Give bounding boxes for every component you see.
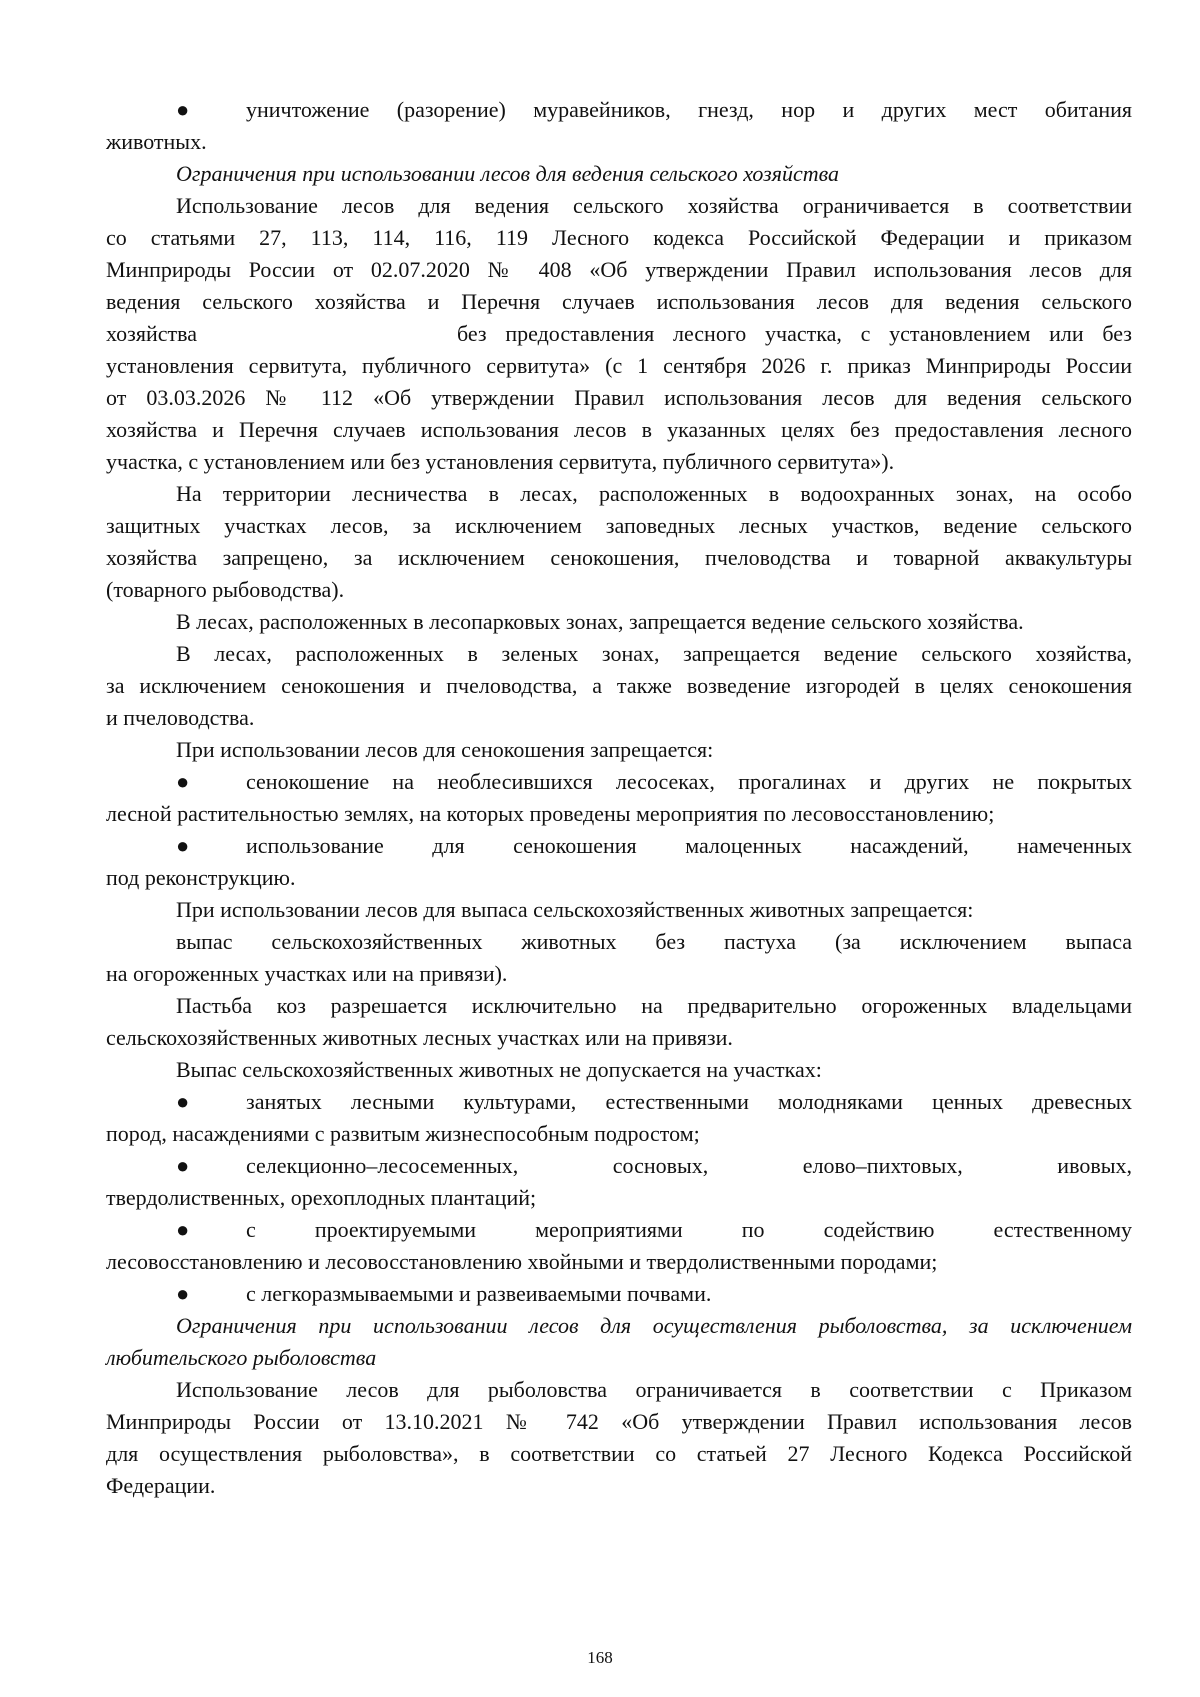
bullet-icon: ● bbox=[176, 1281, 190, 1306]
line-text: уничтожение (разорение) муравейников, гнезд, нор и других мест обитания bbox=[246, 97, 1132, 122]
line-text: животных. bbox=[106, 129, 207, 154]
paragraph-line: под реконструкцию. bbox=[106, 865, 296, 890]
line-text: сенокошение на необлесившихся лесосеках, прогалинах и других не покрытых bbox=[246, 769, 1132, 794]
paragraph-line: ведения сельского хозяйства и Перечня случаев использования лесов для ведения сельского bbox=[106, 289, 1132, 314]
paragraph-line: Использование лесов для ведения сельского хозяйства ограничивается в соответствии bbox=[176, 193, 1132, 218]
bullet-item bbox=[106, 1086, 1132, 1118]
paragraph-line: от 03.03.2026 № 112 «Об утверждении Правил использования лесов для ведения сельского bbox=[106, 385, 1132, 410]
page-body bbox=[106, 94, 1132, 1502]
bullet-item bbox=[106, 830, 1132, 862]
paragraph-line: за исключением сенокошения и пчеловодства, а также возведение изгородей в целях сенокошения bbox=[106, 673, 1132, 698]
paragraph-line: лесовосстановлению и лесовосстановлению хвойными и твердолиственными породами; bbox=[106, 1249, 938, 1274]
bullet-item-destruction bbox=[106, 94, 1132, 126]
paragraph-line: со статьями 27, 113, 114, 116, 119 Лесного кодекса Российской Федерации и приказом bbox=[106, 225, 1132, 250]
paragraph-line: пород, насаждениями с развитым жизнеспособным подростом; bbox=[106, 1121, 700, 1146]
line-text: без предоставления лесного участка, с установлением или без bbox=[457, 321, 1132, 346]
paragraph-line: установления сервитута, публичного сервитута» (с 1 сентября 2026 г. приказ Минприроды России bbox=[106, 353, 1132, 378]
paragraph-line: Выпас сельскохозяйственных животных не допускается на участках: bbox=[176, 1057, 822, 1082]
bullet-item bbox=[106, 1150, 1132, 1182]
paragraph-line: сельскохозяйственных животных лесных участках или на привязи. bbox=[106, 1025, 733, 1050]
paragraph-line: Минприроды России от 02.07.2020 № 408 «Об утверждении Правил использования лесов для bbox=[106, 257, 1132, 282]
line-text: использование для сенокошения малоценных насаждений, намеченных bbox=[246, 833, 1132, 858]
paragraph-line: участка, с установлением или без установления сервитута, публичного сервитута»). bbox=[106, 449, 895, 474]
bullet-icon: ● bbox=[176, 1089, 190, 1114]
bullet-icon: ● bbox=[176, 833, 190, 858]
paragraph-line: защитных участках лесов, за исключением заповедных лесных участков, ведение сельского bbox=[106, 513, 1132, 538]
bullet-item bbox=[106, 1214, 1132, 1246]
paragraph-line-with-gap bbox=[106, 318, 1132, 350]
line-text: с проектируемыми мероприятиями по содействию естественному bbox=[246, 1217, 1132, 1242]
paragraph-line: хозяйства и Перечня случаев использования лесов в указанных целях без предоставления лесного bbox=[106, 417, 1132, 442]
section-heading-fishing: Ограничения при использовании лесов для осуществления рыболовства, за исключением bbox=[176, 1313, 1132, 1338]
bullet-icon: ● bbox=[176, 1153, 190, 1178]
paragraph-line: для осуществления рыболовства», в соответствии со статьей 27 Лесного Кодекса Российской bbox=[106, 1441, 1132, 1466]
page-number: 168 bbox=[587, 1648, 613, 1667]
paragraph-line: выпас сельскохозяйственных животных без пастуха (за исключением выпаса bbox=[176, 929, 1132, 954]
paragraph-line: В лесах, расположенных в лесопарковых зонах, запрещается ведение сельского хозяйства. bbox=[176, 609, 1024, 634]
paragraph-line: При использовании лесов для сенокошения запрещается: bbox=[176, 737, 714, 762]
paragraph-line: На территории лесничества в лесах, расположенных в водоохранных зонах, на особо bbox=[176, 481, 1132, 506]
paragraph-line: Федерации. bbox=[106, 1473, 216, 1498]
bullet-icon: ● bbox=[176, 97, 190, 122]
bullet-icon: ● bbox=[176, 1217, 190, 1242]
paragraph-line: твердолиственных, орехоплодных плантаций; bbox=[106, 1185, 537, 1210]
paragraph-line: и пчеловодства. bbox=[106, 705, 255, 730]
paragraph-line: В лесах, расположенных в зеленых зонах, запрещается ведение сельского хозяйства, bbox=[176, 641, 1132, 666]
section-heading-agriculture: Ограничения при использовании лесов для ведения сельского хозяйства bbox=[176, 161, 839, 186]
paragraph-line: хозяйства запрещено, за исключением сенокошения, пчеловодства и товарной аквакультуры bbox=[106, 545, 1132, 570]
bullet-item bbox=[106, 1278, 1132, 1310]
paragraph-line: Пастьба коз разрешается исключительно на предварительно огороженных владельцами bbox=[176, 993, 1132, 1018]
paragraph-line: (товарного рыбоводства). bbox=[106, 577, 345, 602]
line-text: хозяйства bbox=[106, 321, 197, 346]
paragraph-line: на огороженных участках или на привязи). bbox=[106, 961, 508, 986]
paragraph-line: Минприроды России от 13.10.2021 № 742 «Об утверждении Правил использования лесов bbox=[106, 1409, 1132, 1434]
paragraph-line: Использование лесов для рыболовства ограничивается в соответствии с Приказом bbox=[176, 1377, 1132, 1402]
paragraph-line: лесной растительностью землях, на которых проведены мероприятия по лесовосстановлению; bbox=[106, 801, 995, 826]
bullet-icon: ● bbox=[176, 769, 190, 794]
bullet-item bbox=[106, 766, 1132, 798]
line-text: с легкоразмываемыми и развеиваемыми почвами. bbox=[246, 1281, 712, 1306]
section-heading-fishing-cont: любительского рыболовства bbox=[106, 1345, 377, 1370]
line-text: занятых лесными культурами, естественными молодняками ценных древесных bbox=[246, 1089, 1132, 1114]
paragraph-line: При использовании лесов для выпаса сельскохозяйственных животных запрещается: bbox=[176, 897, 974, 922]
line-text: селекционно–лесосеменных, сосновых, елово–пихтовых, ивовых, bbox=[246, 1153, 1132, 1178]
